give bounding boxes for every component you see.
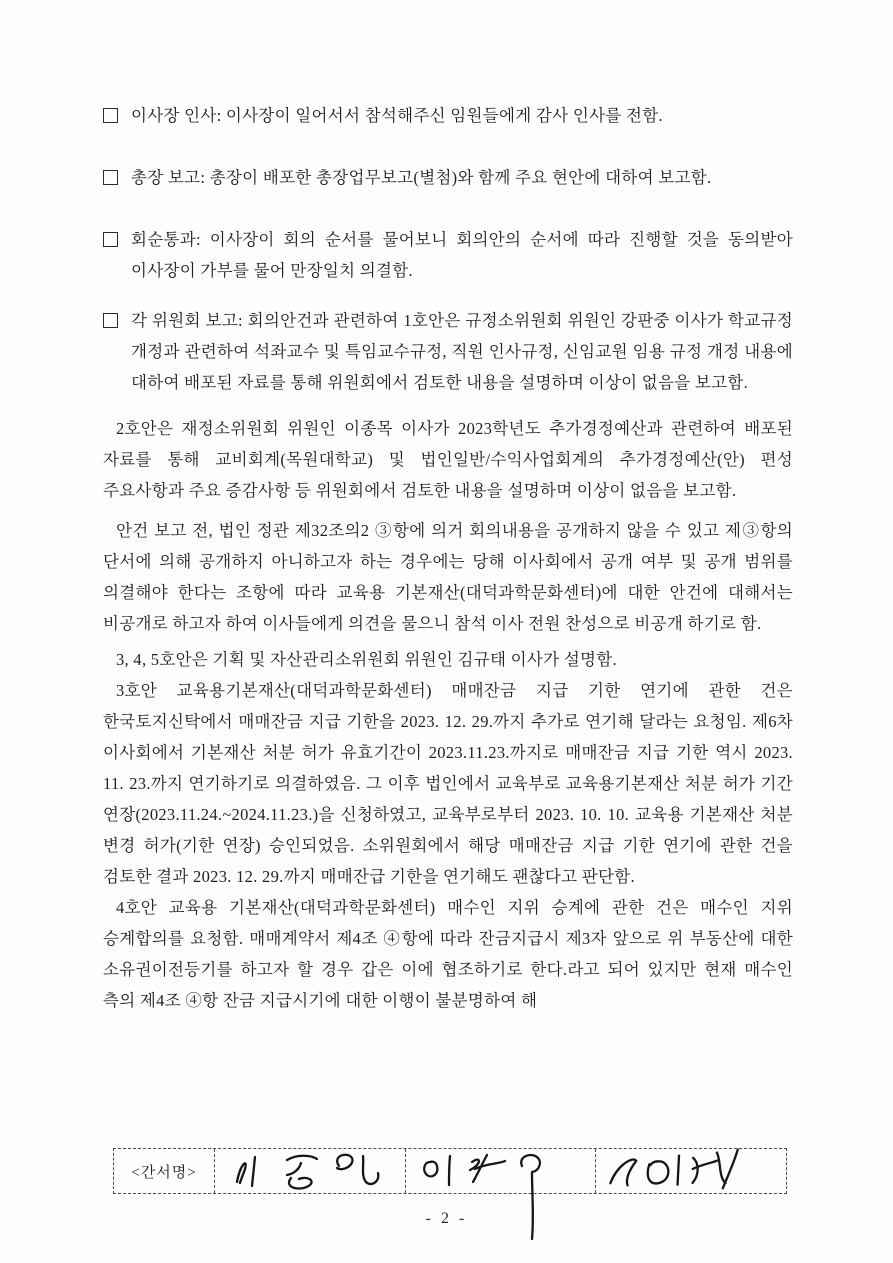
signature-cell-2	[406, 1149, 597, 1193]
signature-cell-1	[215, 1149, 406, 1193]
checkbox-icon	[103, 313, 118, 328]
checklist-item-text: 총장 보고: 총장이 배포한 총장업무보고(별첨)와 함께 주요 현안에 대하여 보고함.	[131, 168, 712, 187]
signature-cell-3	[596, 1149, 786, 1193]
checklist-item-committee-reports	[103, 305, 793, 398]
signature-label: <간서명>	[114, 1149, 215, 1193]
checklist-item-chairman-greeting	[103, 100, 793, 131]
paragraph-agenda345-presenter: 3, 4, 5호안은 기획 및 자산관리소위원회 위원인 김규태 이사가 설명함.	[116, 650, 617, 669]
handwritten-signature-icon	[215, 1149, 405, 1193]
checklist-item-text: 회순통과: 이사장이 회의 순서를 물어보니 회의안의 순서에 따라 진행할 것을 동의받아 이사장이 가부를 물어 만장일치 의결함.	[131, 230, 793, 280]
paragraph-agenda3-payment-extension: 3호안 교육용기본재산(대덕과학문화센터) 매매잔금 지급 기한 연기에 관한 건은 한국토지신탁에서 매매잔금 지급 기한을 2023. 12. 29.까지 추가로 연기해 달라는 요청임. 제6차 이사회에서 기본재산 처분 허가 유효기간이 2023.11.23.까지로 매매잔금 지급 기한 역시 2023. 11. 23.까지 연기하기로 의결하였음. 그 이후 법인에서 교육부로 교육용기본재산 처분 허가 기간 연장(2023.11.24.~2024.11.23.)을 신청하였고, 교육부로부터 2023. 10. 10. 교육용 기본재산 처분 변경 허가(기한 연장) 승인되었음. 소위원회에서 해당 매매잔금 지급 기한 연기에 관한 건을 검토한 결과 2023. 12. 29.까지 매매잔급 기한을 연기해도 괜찮다고 판단함.	[103, 681, 793, 886]
checkbox-icon	[103, 232, 118, 247]
checklist-item-text: 각 위원회 보고: 회의안건과 관련하여 1호안은 규정소위원회 위원인 강판중 이사가 학교규정 개정과 관련하여 석좌교수 및 특임교수규정, 직원 인사규정, 신임교원 임용 규정 개정 내용에 대하여 배포된 자료를 통해 위원회에서 검토한 내용을 설명하며 이상이 없음을 보고함.	[131, 311, 793, 392]
signature-table	[113, 1148, 787, 1194]
paragraph-agenda2-report: 2호안은 재정소위원회 위원인 이종목 이사가 2023학년도 추가경정예산과 관련하여 배포된 자료를 통해 교비회계(목원대학교) 및 법인일반/수익사업회계의 추가경정예산(안) 편성 주요사항과 주요 증감사항 등 위원회에서 검토한 내용을 설명하며 이상이 없음을 보고함.	[103, 419, 793, 500]
paragraph-agenda4-buyer-succession: 4호안 교육용 기본재산(대덕과학문화센터) 매수인 지위 승계에 관한 건은 매수인 지위 승계합의를 요청함. 매매계약서 제4조 ④항에 따라 잔금지급시 제3자 앞으로 위 부동산에 대한 소유권이전등기를 하고자 할 경우 갑은 이에 협조하기로 한다.라고 되어 있지만 현재 매수인 측의 제4조 ④항 잔금 지급시기에 대한 이행이 불분명하여 해	[103, 898, 793, 1010]
minutes-content	[103, 100, 793, 1016]
checklist-item-agenda-order	[103, 224, 793, 286]
page-number: - 2 -	[425, 1210, 468, 1227]
checklist-item-president-report	[103, 162, 793, 193]
handwritten-signature-icon	[406, 1149, 596, 1249]
paragraph-closed-session-decision: 안건 보고 전, 법인 정관 제32조의2 ③항에 의거 회의내용을 공개하지 않을 수 있고 제③항의 단서에 의해 공개하지 아니하고자 하는 경우에는 당해 이사회에서 공개 여부 및 공개 범위를 의결해야 한다는 조항에 따라 교육용 기본재산(대덕과학문화센터)에 대한 안건에 대해서는 비공개로 하고자 하여 이사들에게 의견을 물으니 참석 이사 전원 찬성으로 비공개 하기로 함.	[103, 521, 793, 633]
checklist-item-text: 이사장 인사: 이사장이 일어서서 참석해주신 임원들에게 감사 인사를 전함.	[131, 106, 663, 125]
handwritten-signature-icon	[595, 1144, 787, 1204]
checkbox-icon	[103, 170, 118, 185]
checkbox-icon	[103, 108, 118, 123]
